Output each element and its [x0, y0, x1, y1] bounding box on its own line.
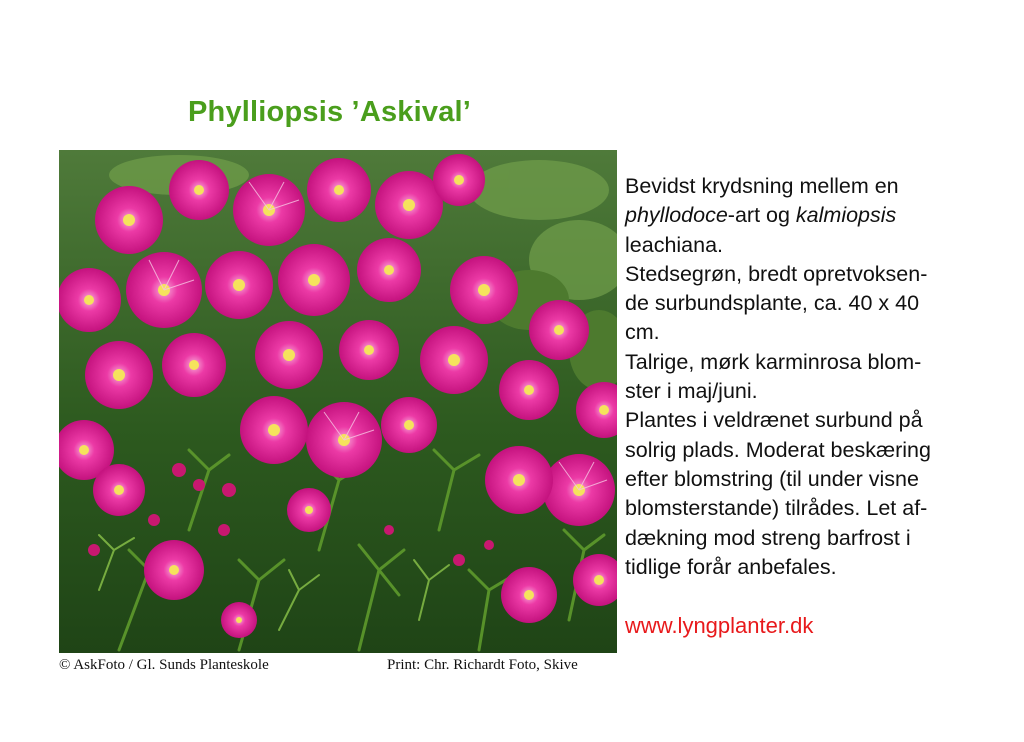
- plant-photo: [59, 150, 617, 653]
- print-credit: Print: Chr. Richardt Foto, Skive: [387, 657, 578, 673]
- photo-credit: © AskFoto / Gl. Sunds Planteskole: [59, 657, 269, 673]
- plant-photo-illustration: [59, 150, 617, 653]
- plant-description: [625, 172, 995, 582]
- description-line: Stedsegrøn, bredt opretvoksen-: [625, 261, 928, 286]
- description-line: [625, 201, 995, 230]
- description-line: cm.: [625, 320, 660, 345]
- description-line: efter blomstring (til under visne: [625, 466, 919, 491]
- description-line: Talrige, mørk karminrosa blom-: [625, 349, 922, 374]
- description-line: dækning mod streng barfrost i: [625, 525, 911, 550]
- website-link[interactable]: www.lyngplanter.dk: [625, 613, 814, 638]
- description-line: Plantes i veldrænet surbund på: [625, 408, 923, 433]
- description-line: ster i maj/juni.: [625, 379, 758, 404]
- description-text: -art og: [727, 203, 796, 228]
- description-line: blomsterstande) tilrådes. Let af-: [625, 496, 928, 521]
- description-line: Bevidst krydsning mellem en: [625, 174, 899, 198]
- description-line: solrig plads. Moderat beskæring: [625, 437, 931, 462]
- description-line: tidlige forår anbefales.: [625, 554, 837, 579]
- page-title: Phylliopsis ’Askival’: [188, 96, 472, 128]
- description-line: de surbundsplante, ca. 40 x 40: [625, 291, 920, 316]
- italic-genus-phyllodoce: phyllodoce: [625, 203, 728, 228]
- italic-genus-kalmiopsis: kalmiopsis: [795, 203, 897, 228]
- description-line: leachiana.: [625, 232, 724, 257]
